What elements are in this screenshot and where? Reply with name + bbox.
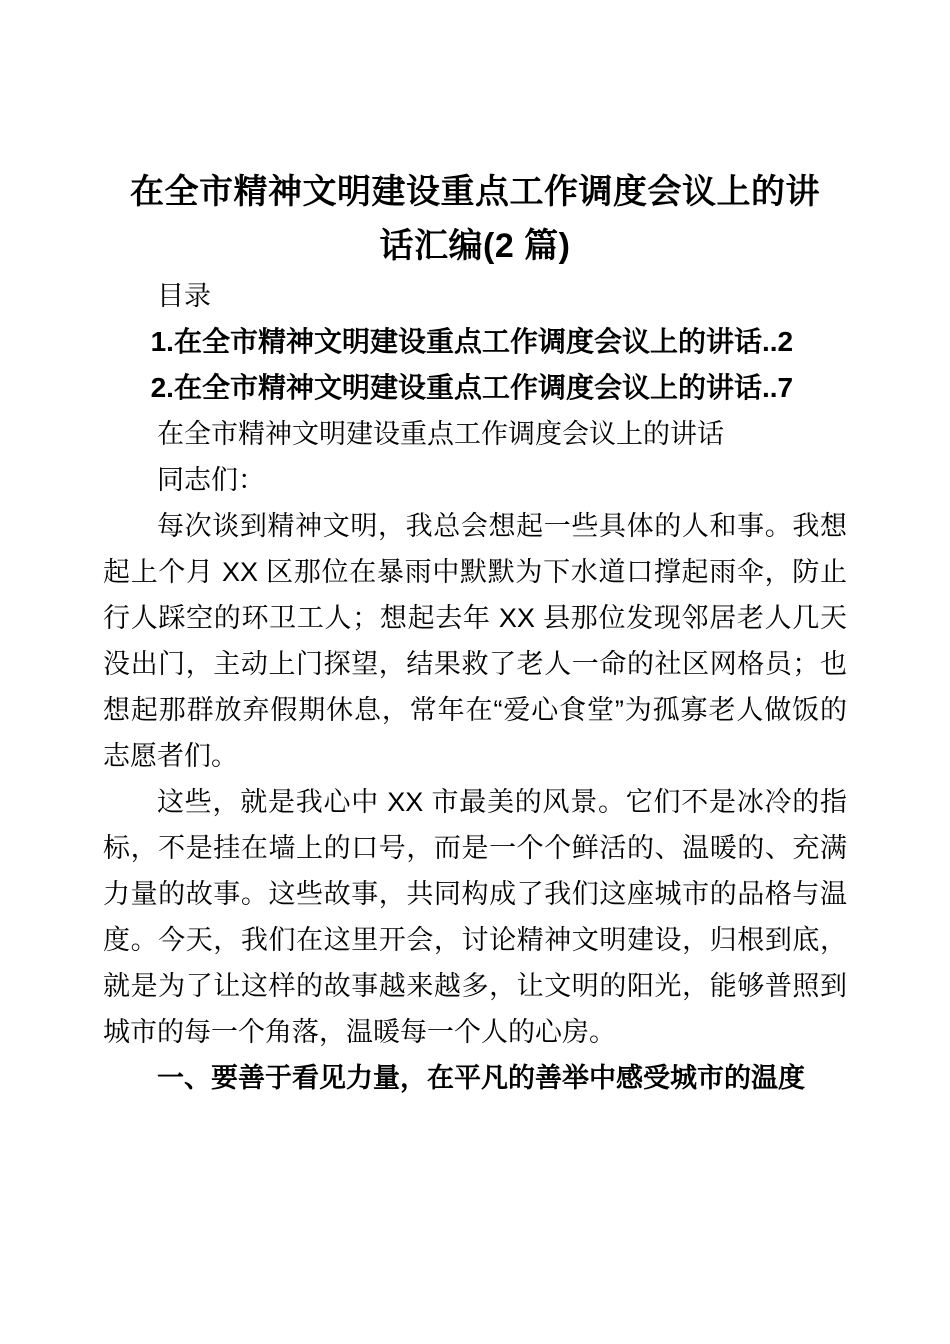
salutation: 同志们： xyxy=(157,465,265,495)
document-title: 在全市精神文明建设重点工作调度会议上的讲话汇编(2 篇) xyxy=(130,173,820,265)
body-paragraph-2: 这些，就是我心中 XX 市最美的风景。它们不是冰冷的指标，不是挂在墙上的口号，而是一个个鲜活的、温暖的、充满力量的故事。这些故事，共同构成了我们这座城市的品格与温度。今天，我们在这里开会，讨论精神文明建设，归根到底，就是为了让这样的故事越来越多，让文明的阳光，能够普照到城市的每一个角落，温暖每一个人的心房。 xyxy=(103,787,847,1047)
toc-item-1: 1.在全市精神文明建设重点工作调度会议上的讲话..2 xyxy=(150,326,794,357)
toc-item-2: 2.在全市精神文明建设重点工作调度会议上的讲话..7 xyxy=(150,372,794,403)
section-heading-1: 一、要善于看见力量，在平凡的善举中感受城市的温度 xyxy=(157,1063,805,1093)
body-paragraph-1: 每次谈到精神文明，我总会想起一些具体的人和事。我想起上个月 XX 区那位在暴雨中默默为下水道口撑起雨伞，防止行人踩空的环卫工人；想起去年 XX 县那位发现邻居老人几天没出门，主动上门探望，结果救了老人一命的社区网格员；也想起那群放弃假期休息，常年在“爱心食堂”为孤寡老人做饭的志愿者们。 xyxy=(103,511,847,771)
toc-label: 目录 xyxy=(157,281,211,311)
document-subtitle: 在全市精神文明建设重点工作调度会议上的讲话 xyxy=(157,419,724,449)
